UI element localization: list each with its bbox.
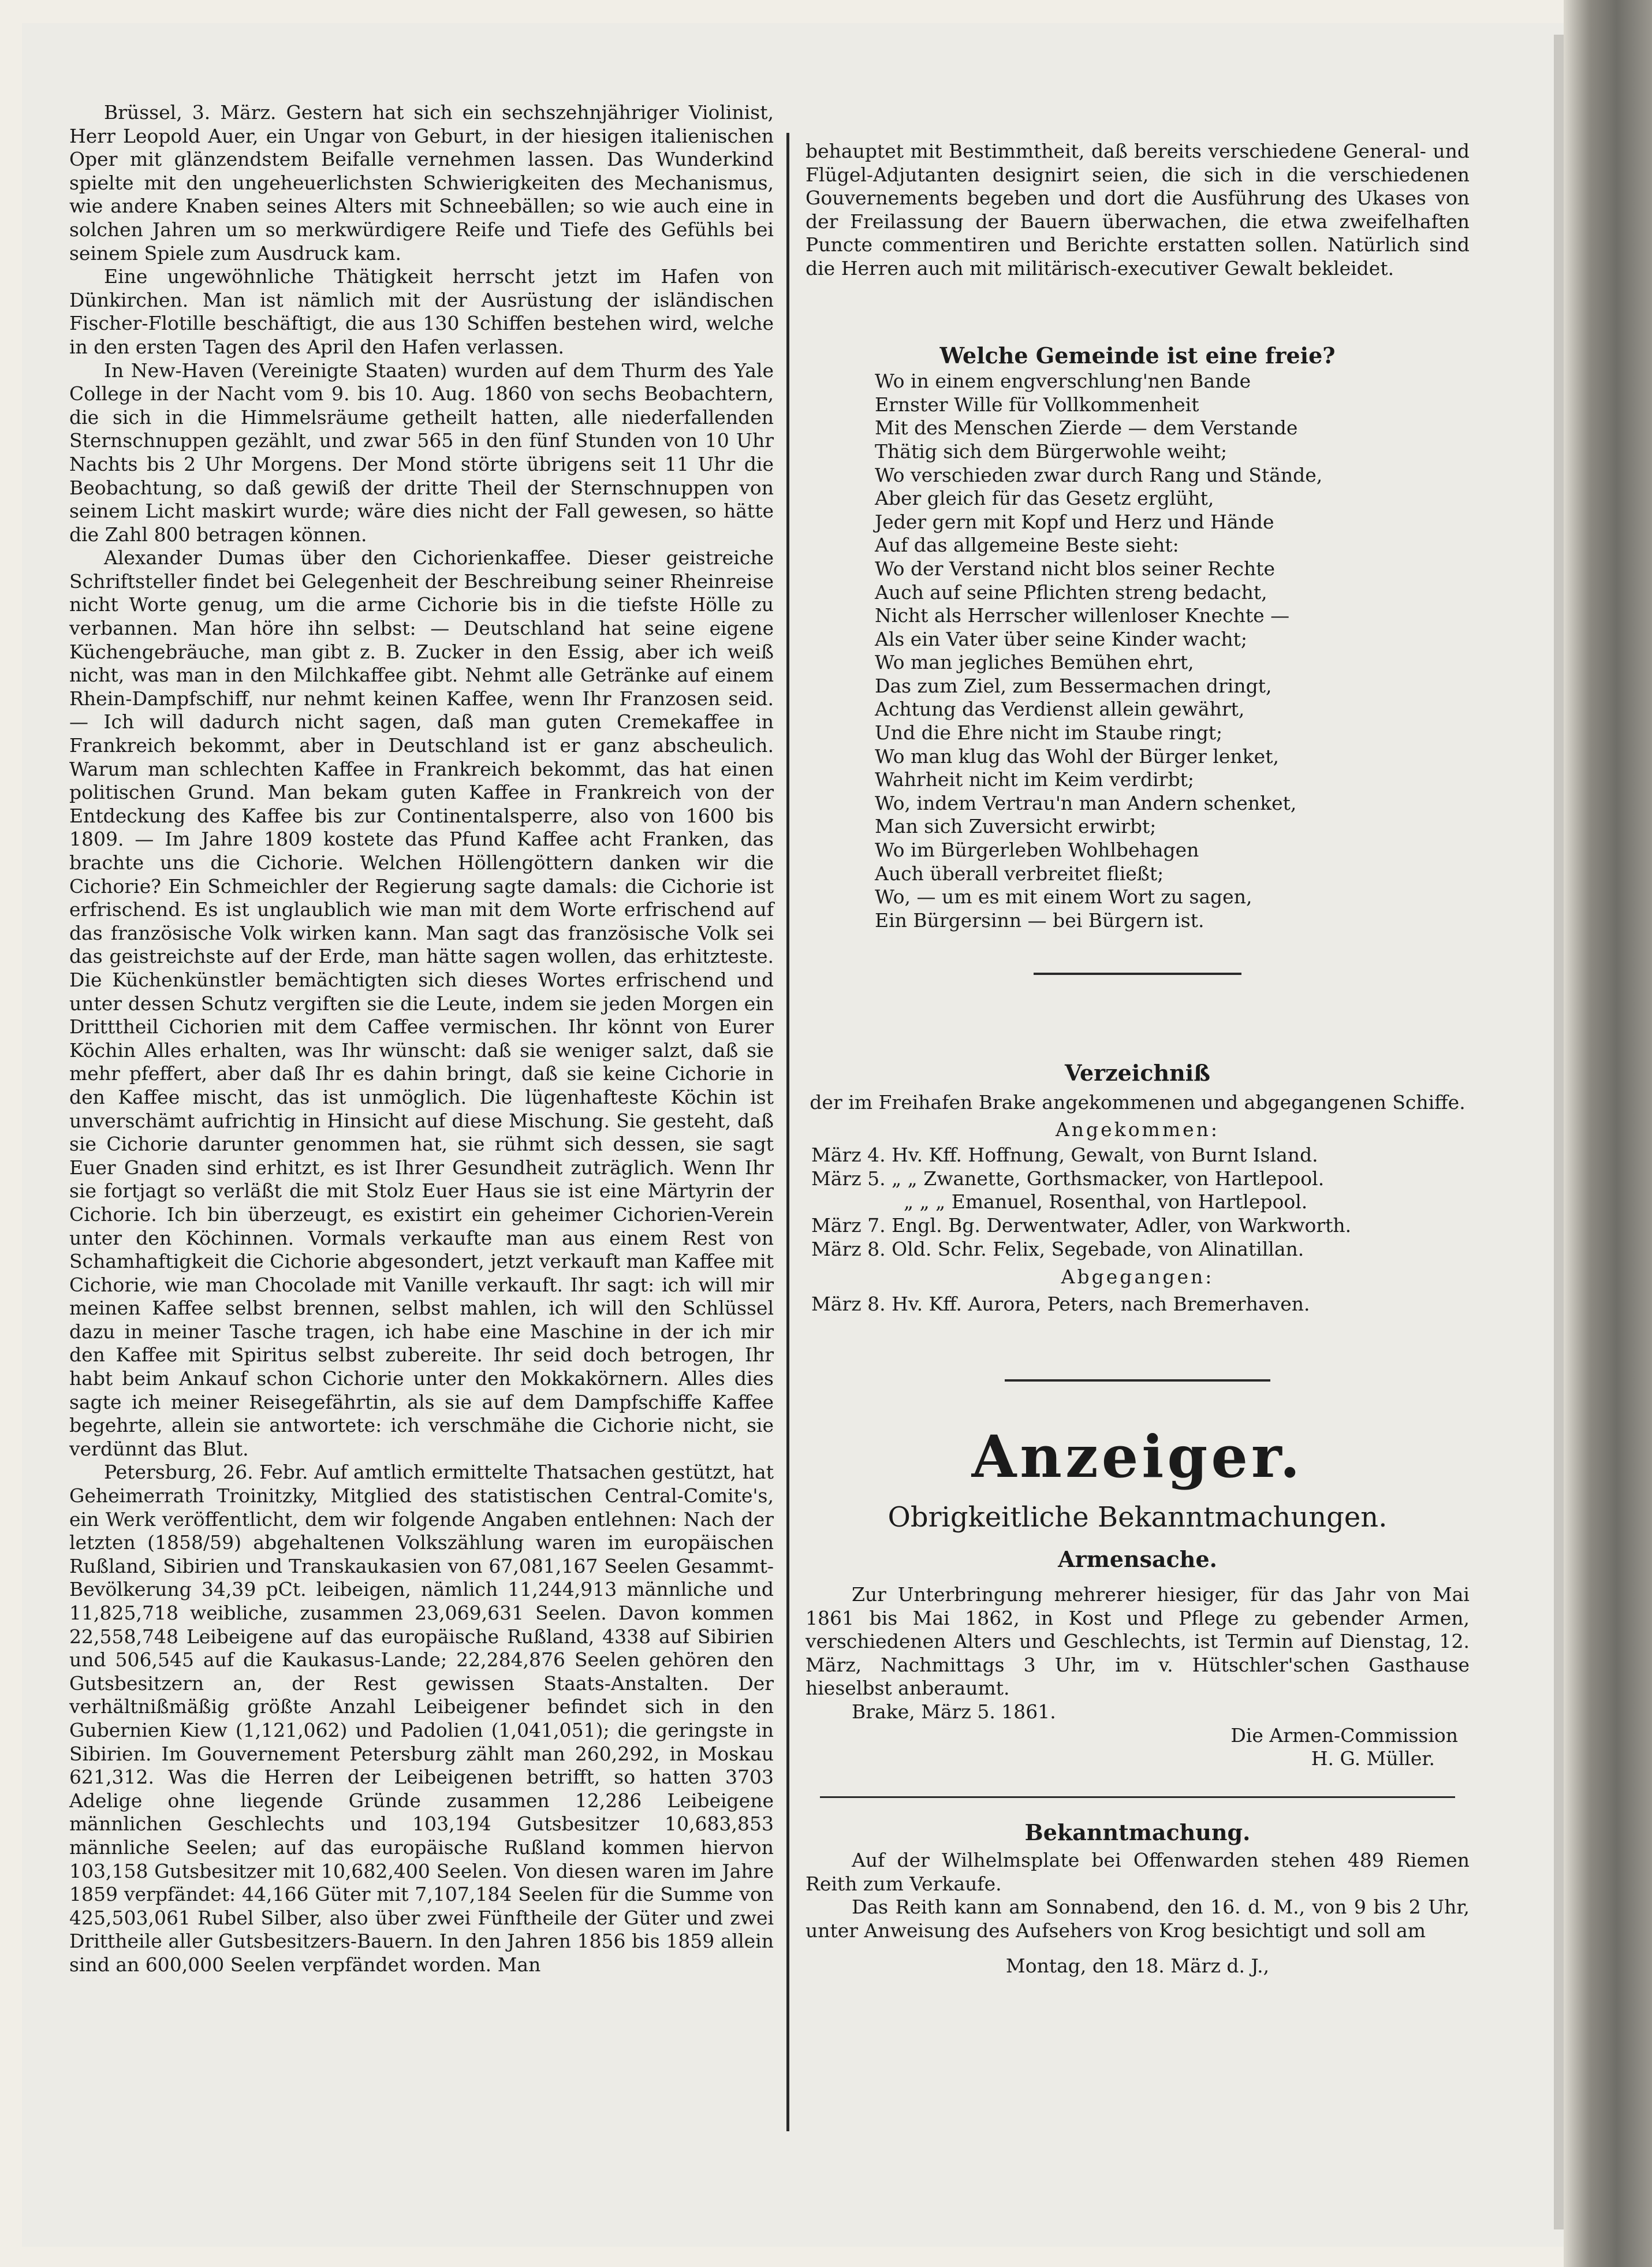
poem bbox=[875, 370, 1470, 932]
ship-entry: März 5. „ „ Zwanette, Gorthsmacker, von Hartlepool. bbox=[811, 1167, 1325, 1190]
poem-line: Das zum Ziel, zum Bessermachen dringt, bbox=[875, 674, 1272, 697]
article-petersburg: Petersburg, 26. Febr. Auf amtlich ermittelte Thatsachen gestützt, hat Geheimerrath Troinitzky, Mitglied des statistischen Central-Comite's, ein Werk veröffentlicht, dem wir folgende Angaben entlehnen: Nach der letzten (1858/59) abgehaltenen Volkszählung waren im europäischen Rußland, Sibirien und Transkaukasien von 67,081,167 Seelen Gesammt-Bevölkerung 34,39 pCt. leibeigen, nämlich 11,244,913 männliche und 11,825,718 weibliche, zusammen 23,069,631 Seelen. Davon kommen 22,558,748 Leibeigene auf das europäische Rußland, 4338 auf Sibirien und 506,545 auf die Kaukasus-Lande; 22,284,876 Seelen gehören den Gutsbesitzern an, der Rest gewissen Staats-Anstalten. Der verhältnißmäßig größte Anzahl Leibeigener befindet sich in den Gubernien Kiew (1,121,062) und Padolien (1,041,051); die geringste in Sibirien. Im Gouvernement Petersburg zählt man 260,292, in Moskau 621,312. Was die Herren der Leibeigenen betrifft, so hatten 3703 Adelige ohne liegende Gründe zusammen 12,286 Leibeigene männlichen Geschlechts und 103,194 Gutsbesitzer 10,683,853 männliche Seelen; auf das europäische Rußland kommen hiervon 103,158 Gutsbesitzer mit 10,682,400 Seelen. Von diesen waren im Jahre 1859 verpfändet: 44,166 Güter mit 7,107,184 Seelen für die Summe von 425,503,061 Rubel Silber, also über zwei Fünftheile der Güter und zwei Drittheile aller Gutsbesitzers-Bauern. In den Jahren 1856 bis 1859 allein sind an 600,000 Seelen verpfändet worden. Man bbox=[69, 1461, 774, 1976]
left-column bbox=[69, 101, 774, 1977]
poem-line: Wo im Bürgerleben Wohlbehagen bbox=[875, 839, 1199, 862]
poem-line: Wo man klug das Wohl der Bürger lenket, bbox=[875, 745, 1279, 768]
arrived-ship-list bbox=[806, 1144, 1470, 1261]
article-new-haven: In New-Haven (Vereinigte Staaten) wurden auf dem Thurm des Yale College in der Nacht vom 9. bis 10. Aug. 1860 von sechs Beobachtern, die sich in die Himmelsräume getheilt hatten, alle niederfallenden Sternschnuppen gezählt, und zwar 565 in den fünf Stunden von 10 Uhr Nachts bis 2 Uhr Morgens. Der Mond störte übrigens seit 11 Uhr die Beobachtung, so daß gewiß der dritte Theil der Sternschnuppen von seinem Licht maskirt wurde; wäre dies nicht der Fall gewesen, so hätte die Zahl 800 betragen können. bbox=[69, 359, 774, 546]
poem-line: Thätig sich dem Bürgerwohle weiht; bbox=[875, 440, 1228, 463]
poem-line: Nicht als Herrscher willenloser Knechte — bbox=[875, 604, 1290, 627]
poem-line: Auch auf seine Pflichten streng bedacht, bbox=[875, 580, 1267, 604]
ship-list-title: Verzeichniß bbox=[1064, 1060, 1211, 1086]
bekanntmachung-p3: Montag, den 18. März d. J., bbox=[1005, 1954, 1270, 1977]
column-rule bbox=[786, 133, 789, 2131]
article-duenkirchen: Eine ungewöhnliche Thätigkeit herrscht jetzt im Hafen von Dünkirchen. Man ist nämlich mit der Ausrüstung der isländischen Fischer-Flotille beschäftigt, die aus 130 Schiffen bestehen wird, welche in den ersten Tagen des April den Hafen verlassen. bbox=[69, 265, 774, 358]
poem-line: Wo, — um es mit einem Wort zu sagen, bbox=[875, 885, 1252, 909]
article-dumas-cichorie: Alexander Dumas über den Cichorienkaffee. Dieser geistreiche Schriftsteller findet bei Gelegenheit der Beschreibung seiner Rheinreise nicht Worte genug, um die arme Cichorie bis in die tiefste Hölle zu verbannen. Man höre ihn selbst: — Deutschland hat seine eigene Küchengebräuche, man gibt z. B. Zucker in den Essig, aber ich weiß nicht, was man in den Milchkaffee gibt. Nehmt alle Getränke auf einem Rhein-Dampfschiff, nur nehmt keinen Kaffee, wenn Ihr Franzosen seid. — Ich will dadurch nicht sagen, daß man guten Cremekaffee in Frankreich bekommt, aber in Deutschland ist er ganz abscheulich. Warum man schlechten Kaffee in Frankreich bekommt, das hat einen politischen Grund. Man bekam guten Kaffee in Frankreich von der Entdeckung des Kaffee bis zur Continentalsperre, also von 1600 bis 1809. — Im Jahre 1809 kostete das Pfund Kaffee acht Franken, das brachte uns die Cichorie. Welchen Höllengöttern danken wir die Cichorie? Ein Schmeichler der Regierung sagte damals: die Cichorie ist erfrischend. Es ist unglaublich wie man mit dem Worte erfrischend auf das französische Volk wirken kann. Man sagt das französische Volk sei das geistreichste auf der Erde, man hätte sagen wollen, das erhitzteste. Die Küchenkünstler bemächtigten sich dieses Wortes erfrischend und unter dessen Schutz vergiften sie die Leute, indem sie jeden Morgen ein Dritttheil Cichorien mit dem Caffee vermischen. Ihr könnt von Eurer Köchin Alles erhalten, was Ihr wünscht: daß sie weniger salzt, daß sie mehr pfeffert, aber daß Ihr es dahin bringt, daß sie keine Cichorie in den Kaffee mischt, das ist unmöglich. Die lügenhafteste Köchin ist unverschämt aufrichtig in Hinsicht auf diese Mischung. Sie gesteht, daß sie Cichorie darunter genommen hat, sie rühmt sich dessen, sie sagt Euer Gnaden sind erhitzt, es ist Ihrer Gesundheit zuträglich. Wenn Ihr sie fortjagt so verläßt die mit Stolz Euer Haus sie ist eine Märtyrin der Cichorie. Ich bin überzeugt, es existirt ein geheimer Cichorien-Verein unter den Köchinnen. Vormals verkaufte man aus einem Rest von Schamhaftigkeit die Cichorie abgesondert, jetzt verkauft man Kaffee mit Cichorie, wie man Chocolade mit Vanille verkauft. Ihr sagt: ich will mir meinen Kaffee selbst brennen, selbst mahlen, ich will den Schlüssel dazu in meiner Tasche tragen, ich habe eine Maschine in der ich mir den Kaffee mit Spiritus selbst zubereite. Ihr seid doch betrogen, Ihr habt beim Ankauf schon Cichorie unter den Mokkakörnern. Alles dies sagte ich meiner Reisegefährtin, als sie auf dem Dampfschiffe Kaffee begehrte, allein sie antwortete: ich verschmähe die Cichorie nicht, sie verdünnt das Blut. bbox=[69, 546, 774, 1460]
poem-line: Wo der Verstand nicht blos seiner Rechte bbox=[875, 557, 1276, 580]
armensache-body: Zur Unterbringung mehrerer hiesiger, für das Jahr von Mai 1861 bis Mai 1862, in Kost und Pflege zu gebender Armen, verschiedenen Alters und Geschlechts, ist Termin auf Dienstag, 12. März, Nachmittags 3 Uhr, im v. Hütschler'schen Gasthause hieselbst anberaumt. bbox=[806, 1583, 1470, 1700]
ship-entry: März 4. Hv. Kff. Hoffnung, Gewalt, von Burnt Island. bbox=[811, 1144, 1318, 1167]
poem-line: Wahrheit nicht im Keim verdirbt; bbox=[875, 768, 1195, 791]
poem-line: Ein Bürgersinn — bei Bürgern ist. bbox=[875, 909, 1204, 932]
ship-entry: März 7. Engl. Bg. Derwentwater, Adler, von Warkworth. bbox=[811, 1213, 1352, 1237]
armensache-signer: Die Armen-Commission bbox=[1230, 1723, 1458, 1747]
poem-line: Mit des Menschen Zierde — dem Verstande bbox=[875, 416, 1298, 440]
poem-line: Wo in einem engverschlung'nen Bande bbox=[875, 370, 1251, 393]
armensache-signer-name: H. G. Müller. bbox=[1311, 1747, 1435, 1770]
poem-line: Und die Ehre nicht im Staube ringt; bbox=[875, 721, 1223, 745]
ship-entry: „ „ „ Emanuel, Rosenthal, von Hartlepool. bbox=[904, 1190, 1308, 1213]
poem-title: Welche Gemeinde ist eine freie? bbox=[939, 342, 1336, 368]
poem-line: Wo, indem Vertrau'n man Andern schenket, bbox=[875, 791, 1297, 814]
poem-line: Aber gleich für das Gesetz erglüht, bbox=[875, 487, 1214, 510]
poem-line: Auf das allgemeine Beste sieht: bbox=[875, 534, 1179, 557]
anzeiger-title: Anzeiger. bbox=[971, 1423, 1304, 1491]
official-notices-heading: Obrigkeitliche Bekanntmachungen. bbox=[887, 1501, 1388, 1534]
departed-label: Abgegangen: bbox=[1061, 1265, 1214, 1289]
right-column bbox=[806, 140, 1470, 1978]
poem-line: Man sich Zuversicht erwirbt; bbox=[875, 815, 1157, 838]
bekanntmachung-title: Bekanntmachung. bbox=[1024, 1819, 1251, 1845]
poem-line: Auch überall verbreitet fließt; bbox=[875, 862, 1164, 885]
poem-line: Wo verschieden zwar durch Rang und Stände, bbox=[875, 463, 1323, 486]
armensache-title: Armensache. bbox=[1058, 1546, 1217, 1573]
departed-ship-list bbox=[806, 1293, 1470, 1316]
ship-entry: März 8. Old. Schr. Felix, Segebade, von Alinatillan. bbox=[811, 1237, 1304, 1260]
poem-line: Als ein Vater über seine Kinder wacht; bbox=[875, 627, 1248, 650]
ship-entry: März 8. Hv. Kff. Aurora, Peters, nach Bremerhaven. bbox=[811, 1292, 1310, 1315]
poem-line: Wo man jegliches Bemühen ehrt, bbox=[875, 651, 1194, 674]
armensache-place-date: Brake, März 5. 1861. bbox=[852, 1700, 1056, 1723]
poem-line: Achtung das Verdienst allein gewährt, bbox=[875, 698, 1245, 721]
bekanntmachung-p2: Das Reith kann am Sonnabend, den 16. d. M., von 9 bis 2 Uhr, unter Anweisung des Aufsehers von Krog besichtigt und soll am bbox=[806, 1896, 1470, 1942]
poem-line: Ernster Wille für Vollkommenheit bbox=[875, 393, 1199, 416]
poem-line: Jeder gern mit Kopf und Herz und Hände bbox=[875, 510, 1274, 533]
ship-list-subtitle: der im Freihafen Brake angekommenen und abgegangenen Schiffe. bbox=[810, 1091, 1465, 1114]
book-binding bbox=[1564, 0, 1652, 2267]
article-bruessel: Brüssel, 3. März. Gestern hat sich ein sechszehnjähriger Violinist, Herr Leopold Auer, ein Ungar von Geburt, in der hiesigen italienischen Oper mit glänzendstem Beifalle vernehmen lassen. Das Wunderkind spielte mit den ungeheuerlichsten Schwierigkeiten des Mechanismus, wie andere Knaben seines Alters mit Schneebällen; so wie auch eine in solchen Jahren um so merkwürdigere Reife und Tiefe des Gefühls bei seinem Spiele zum Ausdruck kam. bbox=[69, 101, 774, 265]
arrived-label: Angekommen: bbox=[1055, 1118, 1220, 1141]
bekanntmachung-p1: Auf der Wilhelmsplate bei Offenwarden stehen 489 Riemen Reith zum Verkaufe. bbox=[806, 1849, 1470, 1895]
article-continuation: behauptet mit Bestimmtheit, daß bereits verschiedene General- und Flügel-Adjutanten designirt seien, die sich in die verschiedenen Gouvernements begeben und dort die Ausführung des Ukases von der Freilassung der Bauern überwachen, die etwa zweifelhaften Puncte commentiren und Berichte erstatten sollen. Natürlich sind die Herren auch mit militärisch-executiver Gewalt bekleidet. bbox=[806, 140, 1470, 280]
